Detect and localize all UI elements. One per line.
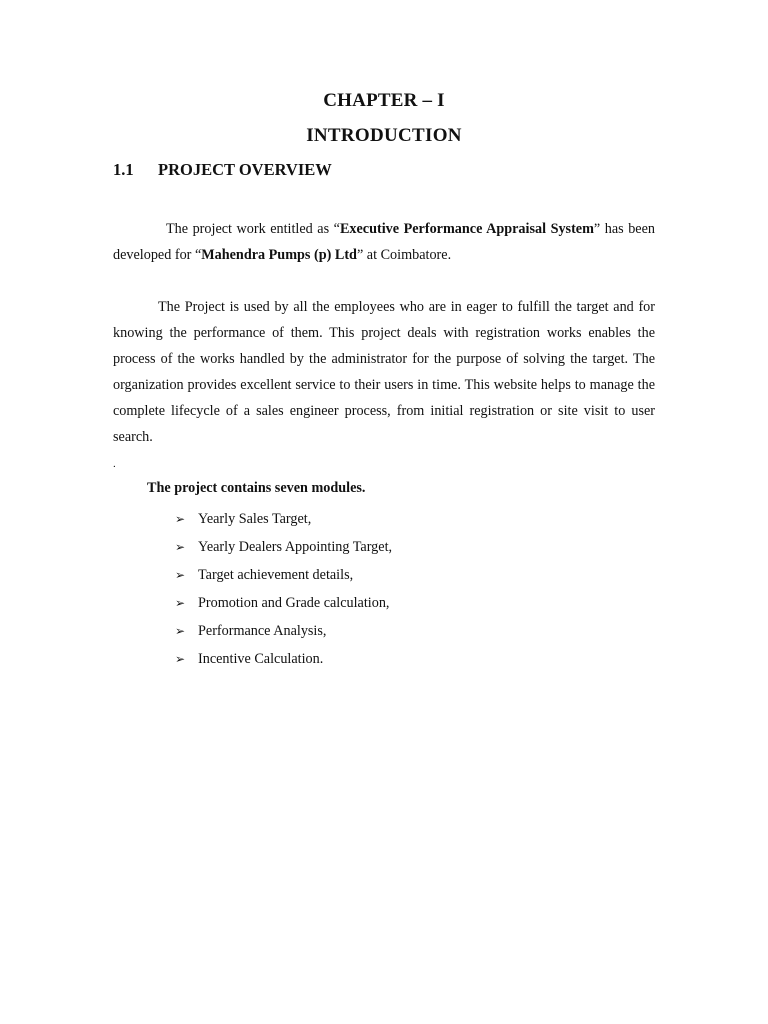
paragraph1-text-b: ” has been developed for “ (113, 221, 655, 263)
modules-list (175, 505, 392, 673)
company-name: Mahendra Pumps (p) Ltd (201, 247, 357, 263)
module-label: Yearly Sales Target, (198, 511, 312, 527)
paragraph1-text-a: The project work entitled as “ (166, 221, 340, 237)
modules-heading: The project contains seven modules. (147, 480, 366, 496)
arrow-bullet-icon: ➢ (175, 512, 186, 526)
module-label: Incentive Calculation. (198, 651, 324, 667)
module-label: Target achievement details, (198, 567, 354, 583)
list-item (175, 617, 392, 645)
project-name: Executive Performance Appraisal System (339, 221, 594, 237)
list-item (175, 561, 392, 589)
arrow-bullet-icon: ➢ (175, 652, 186, 666)
paragraph1-text-c: ” at Coimbatore. (356, 247, 452, 263)
stray-mark: . (113, 458, 116, 470)
description-paragraph: The Project is used by all the employees who are in eager to fulfill the target and for knowing the performance of them. This project deals with registration works enables the process of the works handled by the administrator for the purpose of solving the target. The organization provides excellent service to their users in time. This website helps to manage the complete lifecycle of a sales engineer process, from initial registration or site visit to user search. (113, 299, 655, 445)
list-item (175, 645, 392, 673)
module-label: Yearly Dealers Appointing Target, (198, 539, 393, 555)
list-item (175, 505, 392, 533)
overview-paragraph (113, 216, 655, 268)
list-item (175, 589, 392, 617)
chapter-title: CHAPTER – I (323, 90, 445, 111)
list-item (175, 533, 392, 561)
arrow-bullet-icon: ➢ (175, 568, 186, 582)
chapter-subtitle: INTRODUCTION (306, 125, 462, 146)
module-label: Promotion and Grade calculation, (198, 595, 390, 611)
arrow-bullet-icon: ➢ (175, 624, 186, 638)
module-label: Performance Analysis, (198, 623, 327, 639)
section-heading (113, 160, 332, 180)
section-number: 1.1 (113, 160, 134, 179)
arrow-bullet-icon: ➢ (175, 596, 186, 610)
section-title: PROJECT OVERVIEW (158, 160, 332, 179)
arrow-bullet-icon: ➢ (175, 540, 186, 554)
